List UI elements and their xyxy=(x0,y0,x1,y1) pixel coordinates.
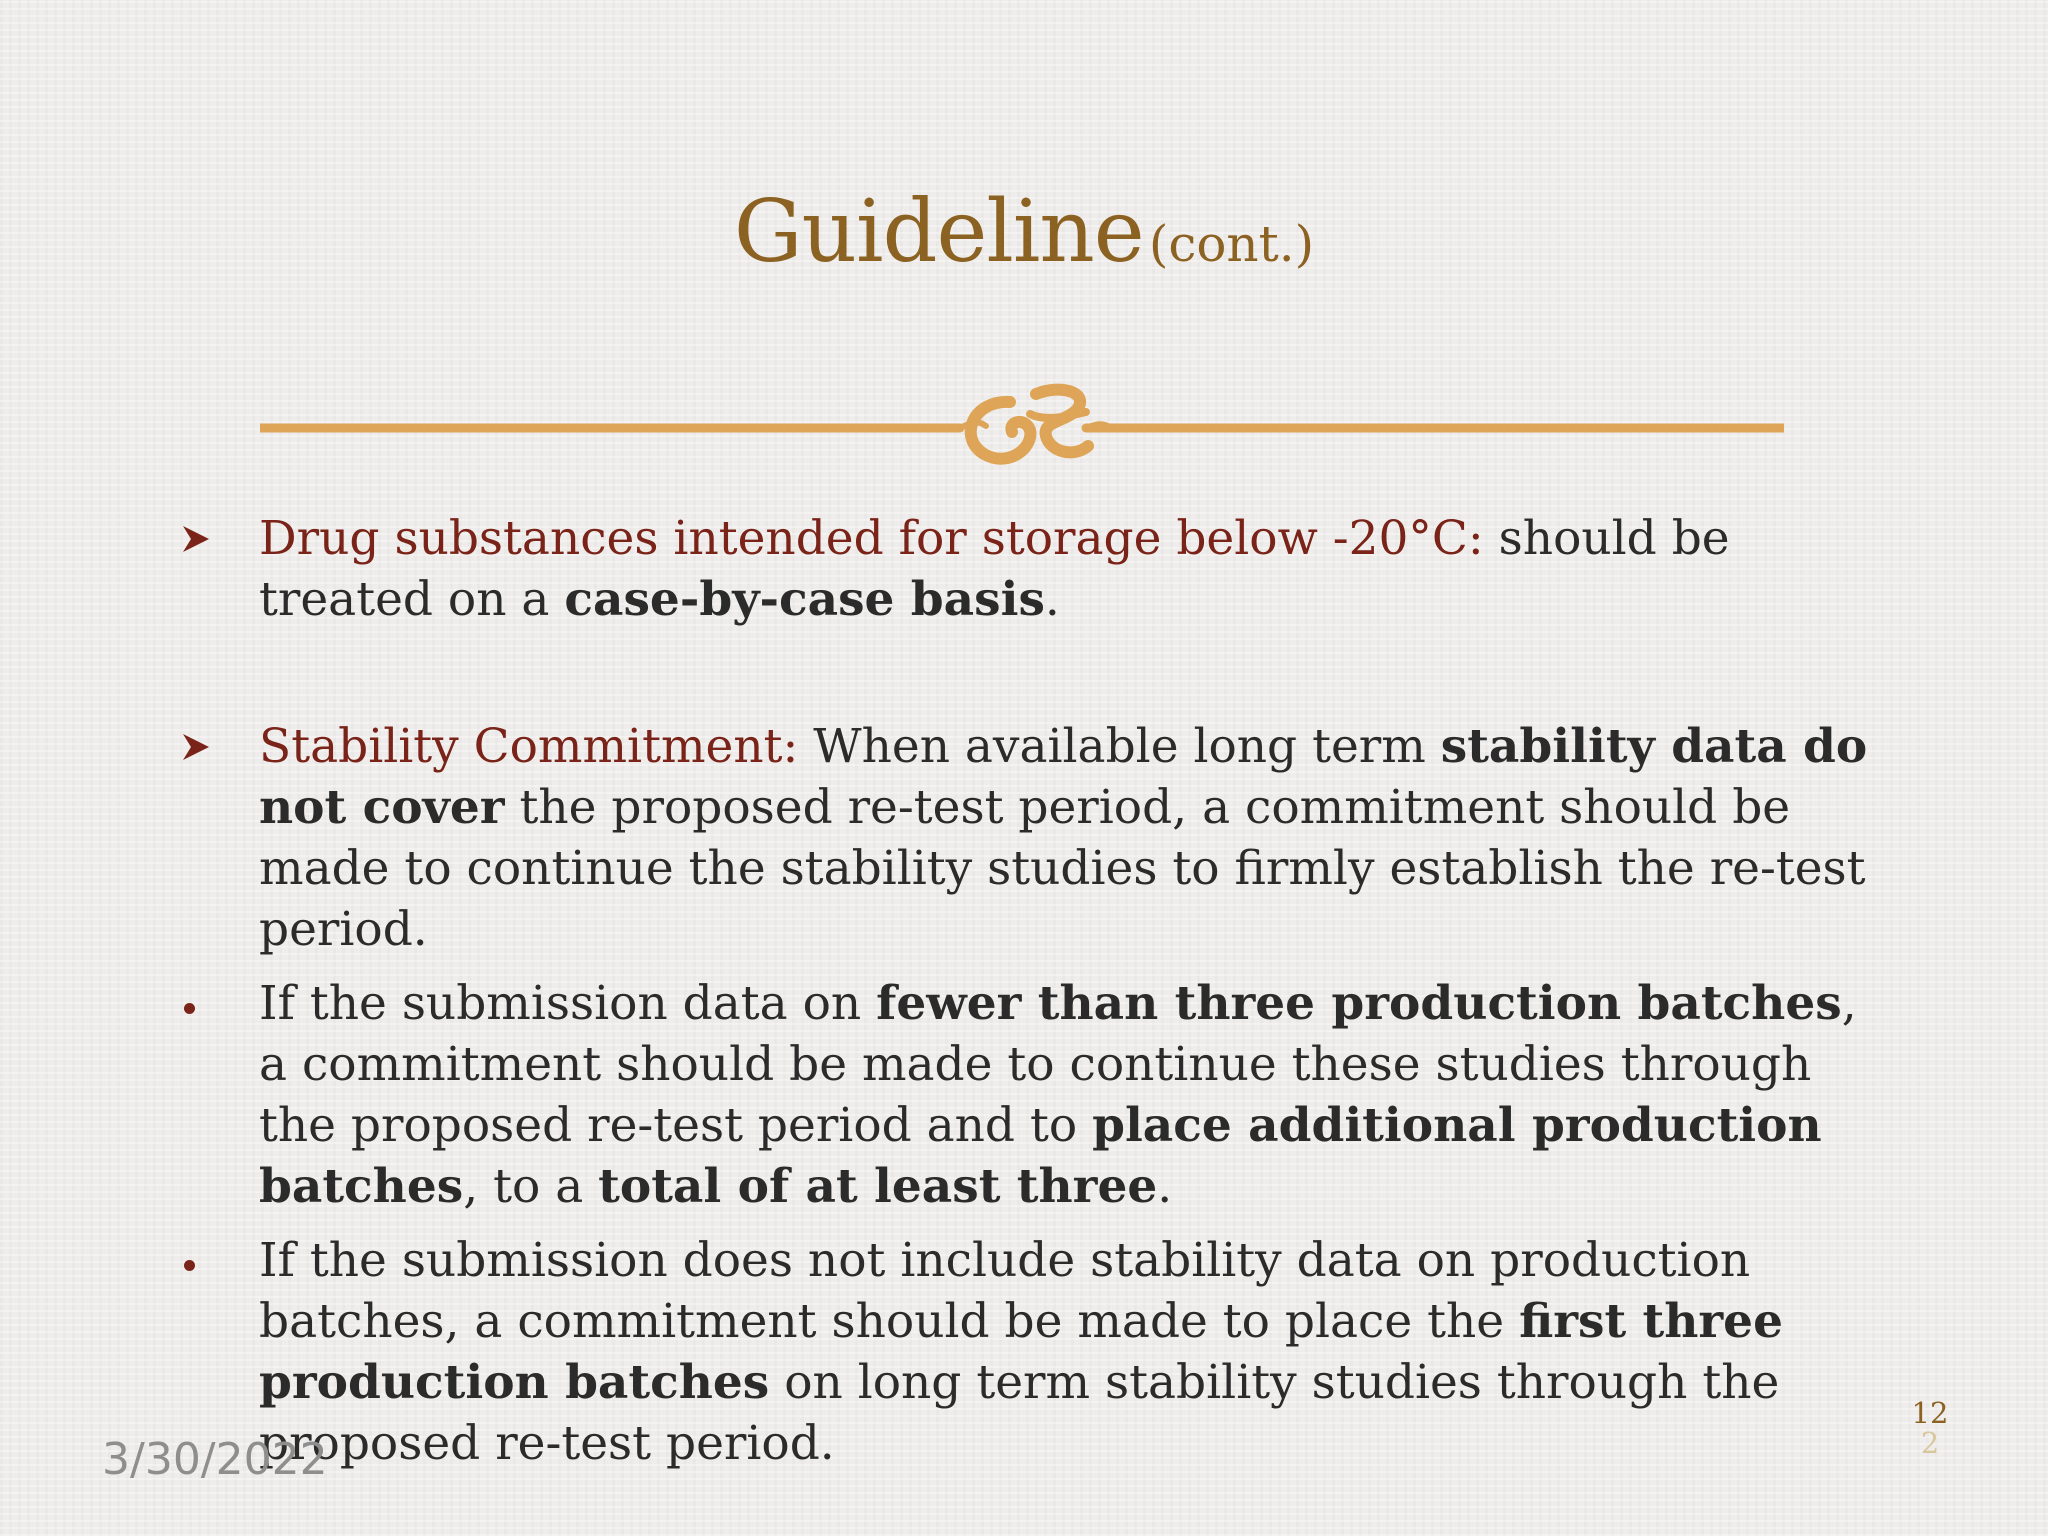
list-item xyxy=(175,973,1875,1217)
slide-title-sub: (cont.) xyxy=(1148,215,1315,273)
scroll-ornament-icon xyxy=(260,370,1784,470)
page-number-line-1: 12 xyxy=(1911,1396,1949,1430)
spacer xyxy=(175,630,1875,716)
item-lead-text: Drug substances intended for storage below -20°C: xyxy=(259,511,1484,566)
page-number-line-2: 2 xyxy=(1920,1426,1940,1460)
round-bullet-icon xyxy=(175,973,215,1034)
item-text: , to a xyxy=(463,1159,599,1214)
item-text: . xyxy=(1044,572,1060,627)
item-text: should be treated on a xyxy=(259,511,1730,627)
arrowhead-bullet-icon xyxy=(175,508,215,569)
item-text: . xyxy=(1157,1159,1173,1214)
item-bold-text: case-by-case basis xyxy=(564,572,1045,627)
item-text: When available long term xyxy=(798,719,1441,774)
arrowhead-bullet-icon xyxy=(175,716,215,777)
item-text: If the submission does not include stability data on production batches, a commitment should be made to place the xyxy=(259,1233,1751,1349)
list-item xyxy=(175,1230,1875,1474)
item-text: the proposed re-test period, a commitment should be made to continue the stability studies to firmly establish the re-test period. xyxy=(259,780,1866,957)
item-text: , a commitment should be made to continue these studies through the proposed re-test period and to xyxy=(259,976,1857,1153)
item-bold-text: total of at least three xyxy=(598,1159,1158,1214)
list-item xyxy=(175,716,1875,960)
item-bold-text: fewer than three production batches xyxy=(876,976,1842,1031)
item-text: If the submission data on xyxy=(259,976,877,1031)
item-text: on long term stability studies through the proposed re-test period. xyxy=(259,1355,1780,1471)
page-number xyxy=(1900,1398,1960,1458)
slide-title-main: Guideline xyxy=(733,182,1144,282)
item-lead-text: Stability Commitment: xyxy=(259,719,799,774)
footer-date: 3/30/2022 xyxy=(102,1434,328,1485)
item-bold-text: place additional production batches xyxy=(259,1098,1822,1214)
item-bold-text: stability data do not cover xyxy=(259,719,1868,835)
spacer xyxy=(175,960,1875,973)
spacer xyxy=(175,1217,1875,1230)
bullet-list xyxy=(175,508,1875,1474)
list-item xyxy=(175,508,1875,630)
round-bullet-icon xyxy=(175,1230,215,1291)
item-bold-text: first three production batches xyxy=(259,1294,1783,1410)
slide-title xyxy=(0,182,2048,282)
